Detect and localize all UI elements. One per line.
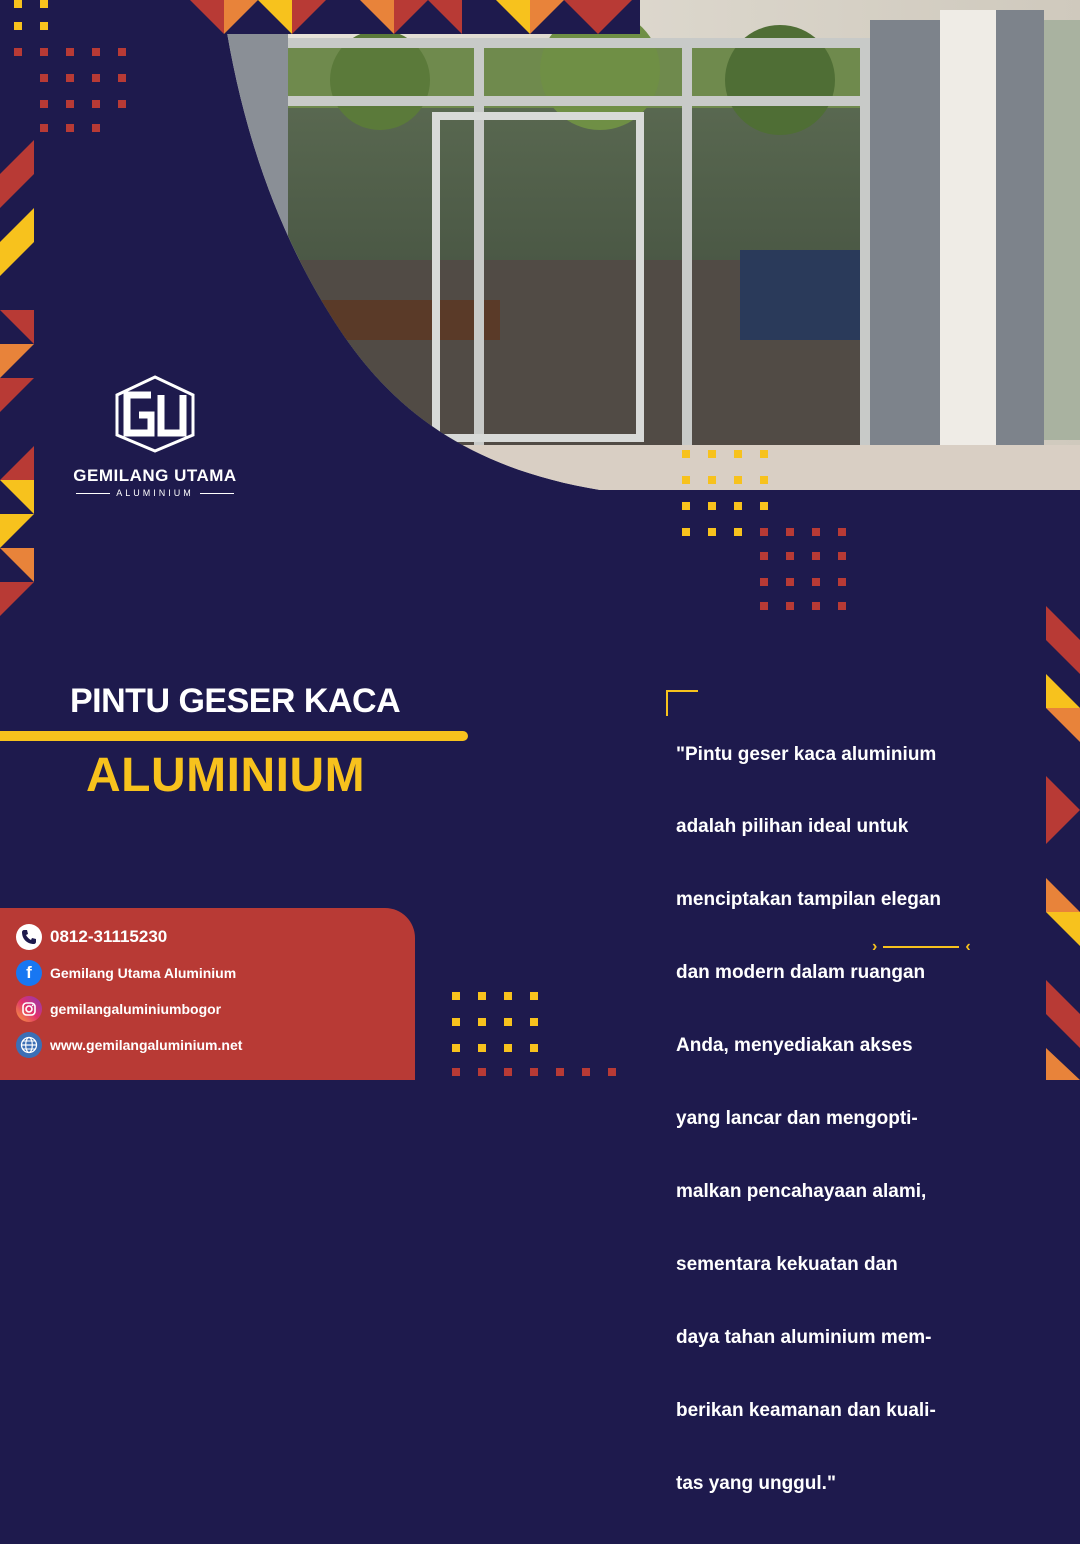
- facebook-name: Gemilang Utama Aluminium: [50, 965, 237, 981]
- right-triangle-column: [1046, 606, 1080, 1080]
- quote-line: tas yang unggul.": [676, 1472, 836, 1494]
- brand-subtitle: ALUMINIUM: [60, 488, 250, 498]
- contact-instagram[interactable]: [16, 996, 221, 1022]
- website-url: www.gemilangaluminium.net: [50, 1037, 243, 1053]
- phone-number: 0812-31115230: [50, 927, 168, 946]
- logo-mark-icon: [111, 375, 199, 453]
- instagram-icon: [16, 996, 42, 1022]
- quote-end-ornament: [872, 938, 971, 956]
- facebook-icon: f: [16, 960, 42, 986]
- dot-grid-bottom: [452, 992, 622, 1080]
- quote-line: "Pintu geser kaca aluminium: [676, 743, 937, 765]
- quote-line: berikan keamanan dan kuali-: [676, 1399, 936, 1421]
- brand-logo: [60, 375, 250, 498]
- quote-line: malkan pencahayaan alami,: [676, 1180, 927, 1202]
- quote-line: sementara kekuatan dan: [676, 1253, 898, 1275]
- headline-line2: ALUMINIUM: [86, 749, 366, 802]
- instagram-handle: gemilangaluminiumbogor: [50, 1001, 222, 1017]
- quote-line: adalah pilihan ideal untuk: [676, 816, 909, 838]
- phone-icon: [16, 924, 42, 950]
- quote-text: [676, 694, 1006, 1544]
- quote-line: Anda, menyediakan akses: [676, 1035, 913, 1057]
- quote-line: yang lancar dan mengopti-: [676, 1108, 918, 1130]
- quote-line: menciptakan tampilan elegan: [676, 889, 942, 911]
- quote-line: daya tahan aluminium mem-: [676, 1326, 932, 1348]
- top-triangle-band: [190, 0, 640, 34]
- contact-phone[interactable]: [16, 924, 167, 950]
- headline-line1: PINTU GESER KACA: [70, 682, 401, 720]
- contact-facebook[interactable]: [16, 960, 236, 986]
- dot-grid-top-left: [14, 0, 134, 140]
- dot-grid-middle: [680, 448, 850, 614]
- chevron-left-icon: ‹: [965, 938, 971, 955]
- headline-divider: [0, 731, 468, 741]
- contact-website[interactable]: [16, 1032, 242, 1058]
- brand-name: GEMILANG UTAMA: [73, 466, 237, 485]
- chevron-right-icon: ›: [872, 938, 878, 955]
- quote-line: dan modern dalam ruangan: [676, 962, 926, 984]
- left-triangle-column: [0, 140, 34, 620]
- globe-icon: [16, 1032, 42, 1058]
